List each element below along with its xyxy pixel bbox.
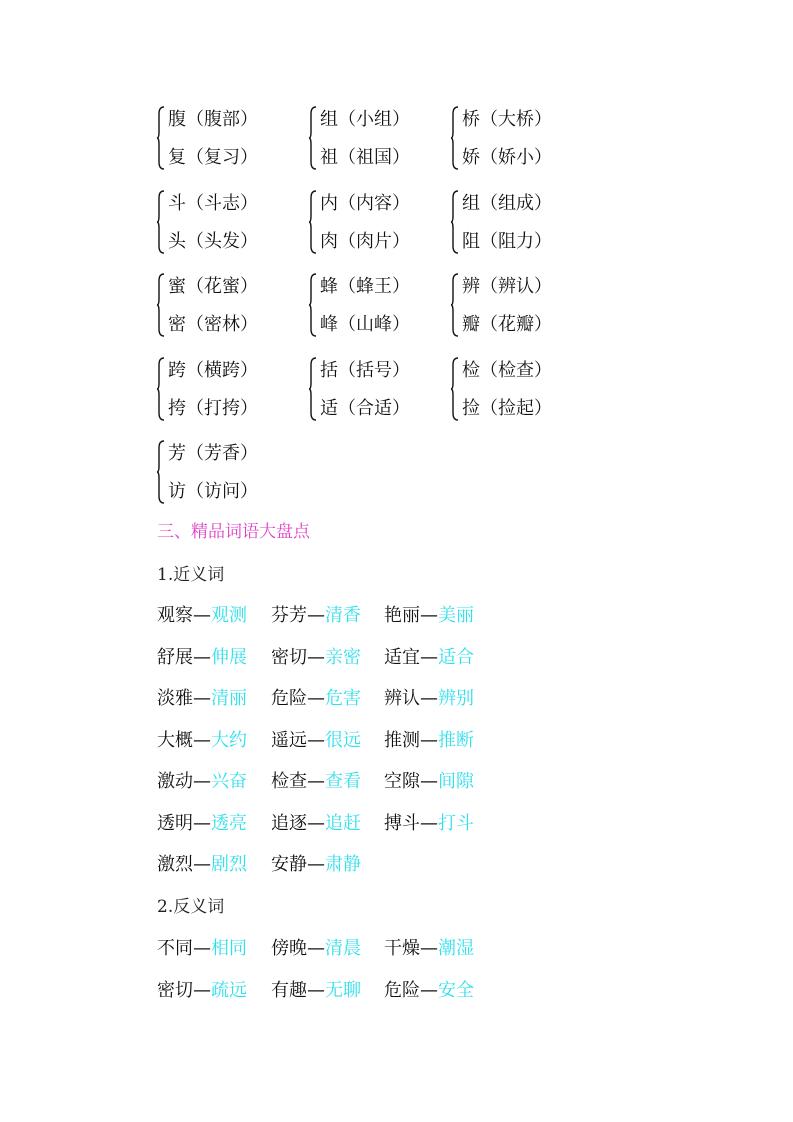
word: 干燥 — [384, 938, 420, 959]
group-row — [157, 434, 617, 518]
group-line: 桥（大桥） — [462, 109, 552, 130]
dash: — — [193, 688, 211, 709]
pair-row — [157, 979, 577, 1021]
dash: — — [420, 979, 438, 1001]
dash: — — [420, 729, 438, 751]
dash: — — [307, 812, 325, 834]
word-pair — [384, 770, 474, 794]
group-line: 芳（芳香） — [168, 443, 258, 464]
word: 密切 — [271, 646, 307, 668]
word: 不同 — [157, 938, 193, 959]
group-row — [157, 351, 617, 435]
synonyms-heading: 1.近义词 — [157, 565, 225, 585]
brace-icon — [309, 273, 317, 337]
group-line: 内（内容） — [320, 192, 410, 214]
answer: 适合 — [438, 646, 474, 668]
group-line: 腹（腹部） — [168, 109, 258, 130]
answer: 美丽 — [438, 605, 474, 626]
word: 观察 — [157, 605, 193, 626]
word: 危险 — [384, 979, 420, 1001]
pair-row — [157, 646, 577, 688]
word-pair — [384, 604, 474, 628]
dash: — — [420, 938, 438, 959]
answer: 辨别 — [438, 688, 474, 709]
word-pair — [157, 729, 247, 753]
answer: 清丽 — [211, 688, 247, 709]
word-pair — [384, 812, 474, 836]
group-line: 蜂（蜂王） — [320, 276, 410, 297]
group-line: 适（合适） — [320, 397, 410, 419]
word-pair — [271, 812, 361, 836]
answer: 剧烈 — [211, 854, 247, 875]
word-pair — [271, 770, 361, 794]
dash: — — [307, 854, 325, 875]
answer: 亲密 — [325, 646, 361, 668]
dash: — — [193, 938, 211, 959]
word: 密切 — [157, 979, 193, 1001]
answer: 清晨 — [325, 938, 361, 959]
group-line: 检（检查） — [462, 359, 552, 381]
word: 辨认 — [384, 688, 420, 709]
brace-icon — [451, 190, 459, 254]
bracket-group — [451, 267, 591, 347]
dash: — — [193, 605, 211, 626]
bracket-group — [157, 351, 297, 431]
word: 舒展 — [157, 646, 193, 668]
group-row — [157, 267, 617, 351]
antonym-list — [157, 937, 577, 1020]
word-pair — [271, 979, 361, 1003]
group-line: 蜜（花蜜） — [168, 276, 258, 297]
word: 危险 — [271, 688, 307, 709]
section-title: 三、精品词语大盘点 — [157, 522, 310, 542]
bracket-group — [157, 184, 297, 264]
dash: — — [193, 729, 211, 751]
word: 艳丽 — [384, 605, 420, 626]
dash: — — [193, 979, 211, 1001]
dash: — — [307, 938, 325, 959]
bracket-groups — [157, 100, 617, 518]
word-pair — [271, 853, 361, 877]
answer: 潮湿 — [438, 938, 474, 959]
bracket-group — [451, 184, 591, 264]
word: 激烈 — [157, 854, 193, 875]
pair-row — [157, 937, 577, 979]
answer: 兴奋 — [211, 771, 247, 792]
pair-row — [157, 770, 577, 812]
answer: 肃静 — [325, 854, 361, 875]
brace-icon — [309, 106, 317, 170]
answer: 相同 — [211, 938, 247, 959]
group-line: 斗（斗志） — [168, 192, 258, 214]
answer: 伸展 — [211, 646, 247, 668]
bracket-group — [309, 267, 449, 347]
word-pair — [157, 604, 247, 628]
brace-icon — [309, 190, 317, 254]
group-row — [157, 100, 617, 184]
answer: 大约 — [211, 729, 247, 751]
bracket-group — [451, 351, 591, 431]
dash: — — [193, 812, 211, 834]
word: 透明 — [157, 812, 193, 834]
word: 搏斗 — [384, 812, 420, 834]
word: 适宜 — [384, 646, 420, 668]
synonym-list — [157, 604, 577, 895]
word-pair — [157, 770, 247, 794]
group-line: 瓣（花瓣） — [462, 314, 552, 335]
dash: — — [420, 605, 438, 626]
group-line: 组（组成） — [462, 192, 552, 214]
dash: — — [307, 979, 325, 1001]
dash: — — [307, 729, 325, 751]
group-line: 峰（山峰） — [320, 314, 410, 335]
dash: — — [420, 646, 438, 668]
group-line: 括（括号） — [320, 359, 410, 381]
group-line: 密（密林） — [168, 314, 258, 335]
group-line: 娇（娇小） — [462, 147, 552, 168]
bracket-group — [309, 100, 449, 180]
dash: — — [193, 771, 211, 792]
dash: — — [420, 771, 438, 792]
word-pair — [157, 687, 247, 711]
word-pair — [157, 853, 247, 877]
bracket-group — [309, 351, 449, 431]
answer: 无聊 — [325, 979, 361, 1001]
dash: — — [307, 646, 325, 668]
answer: 安全 — [438, 979, 474, 1001]
brace-icon — [157, 273, 165, 337]
word: 有趣 — [271, 979, 307, 1001]
word: 激动 — [157, 771, 193, 792]
answer: 查看 — [325, 771, 361, 792]
answer: 疏远 — [211, 979, 247, 1001]
group-line: 访（访问） — [168, 481, 258, 502]
brace-icon — [451, 106, 459, 170]
answer: 透亮 — [211, 812, 247, 834]
brace-icon — [451, 273, 459, 337]
word: 大概 — [157, 729, 193, 751]
group-line: 头（头发） — [168, 230, 258, 252]
brace-icon — [451, 357, 459, 421]
dash: — — [307, 771, 325, 792]
group-line: 阻（阻力） — [462, 230, 552, 252]
brace-icon — [309, 357, 317, 421]
word: 检查 — [271, 771, 307, 792]
dash: — — [193, 646, 211, 668]
dash: — — [420, 812, 438, 834]
word-pair — [157, 646, 247, 670]
pair-row — [157, 729, 577, 771]
bracket-group — [309, 184, 449, 264]
answer: 打斗 — [438, 812, 474, 834]
group-line: 组（小组） — [320, 109, 410, 130]
word-pair — [271, 729, 361, 753]
group-line: 辨（辨认） — [462, 276, 552, 297]
word-pair — [384, 937, 474, 961]
word-pair — [384, 979, 474, 1003]
bracket-group — [451, 100, 591, 180]
word-pair — [384, 729, 474, 753]
word-pair — [157, 979, 247, 1003]
answer: 观测 — [211, 605, 247, 626]
group-line: 祖（祖国） — [320, 147, 410, 168]
pair-row — [157, 604, 577, 646]
bracket-group — [157, 100, 297, 180]
group-line: 挎（打挎） — [168, 397, 258, 419]
word-pair — [157, 937, 247, 961]
dash: — — [193, 854, 211, 875]
brace-icon — [157, 106, 165, 170]
word-pair — [271, 646, 361, 670]
group-line: 复（复习） — [168, 147, 258, 168]
word-pair — [271, 604, 361, 628]
dash: — — [307, 688, 325, 709]
word: 芬芳 — [271, 605, 307, 626]
group-line: 捡（捡起） — [462, 397, 552, 419]
word: 推测 — [384, 729, 420, 751]
word: 空隙 — [384, 771, 420, 792]
antonyms-heading: 2.反义词 — [157, 897, 225, 917]
word: 傍晚 — [271, 938, 307, 959]
pair-row — [157, 812, 577, 854]
brace-icon — [157, 190, 165, 254]
bracket-group — [157, 267, 297, 347]
brace-icon — [157, 357, 165, 421]
group-line: 肉（肉片） — [320, 230, 410, 252]
dash: — — [307, 605, 325, 626]
answer: 推断 — [438, 729, 474, 751]
word-pair — [157, 812, 247, 836]
bracket-group — [157, 434, 297, 514]
brace-icon — [157, 440, 165, 504]
group-line: 跨（横跨） — [168, 359, 258, 381]
word-pair — [271, 937, 361, 961]
word-pair — [384, 646, 474, 670]
word: 追逐 — [271, 812, 307, 834]
answer: 追赶 — [325, 812, 361, 834]
answer: 清香 — [325, 605, 361, 626]
answer: 很远 — [325, 729, 361, 751]
answer: 危害 — [325, 688, 361, 709]
pair-row — [157, 687, 577, 729]
word-pair — [384, 687, 474, 711]
group-row — [157, 184, 617, 268]
answer: 间隙 — [438, 771, 474, 792]
word: 安静 — [271, 854, 307, 875]
word: 淡雅 — [157, 688, 193, 709]
word-pair — [271, 687, 361, 711]
dash: — — [420, 688, 438, 709]
pair-row — [157, 853, 577, 895]
word: 遥远 — [271, 729, 307, 751]
